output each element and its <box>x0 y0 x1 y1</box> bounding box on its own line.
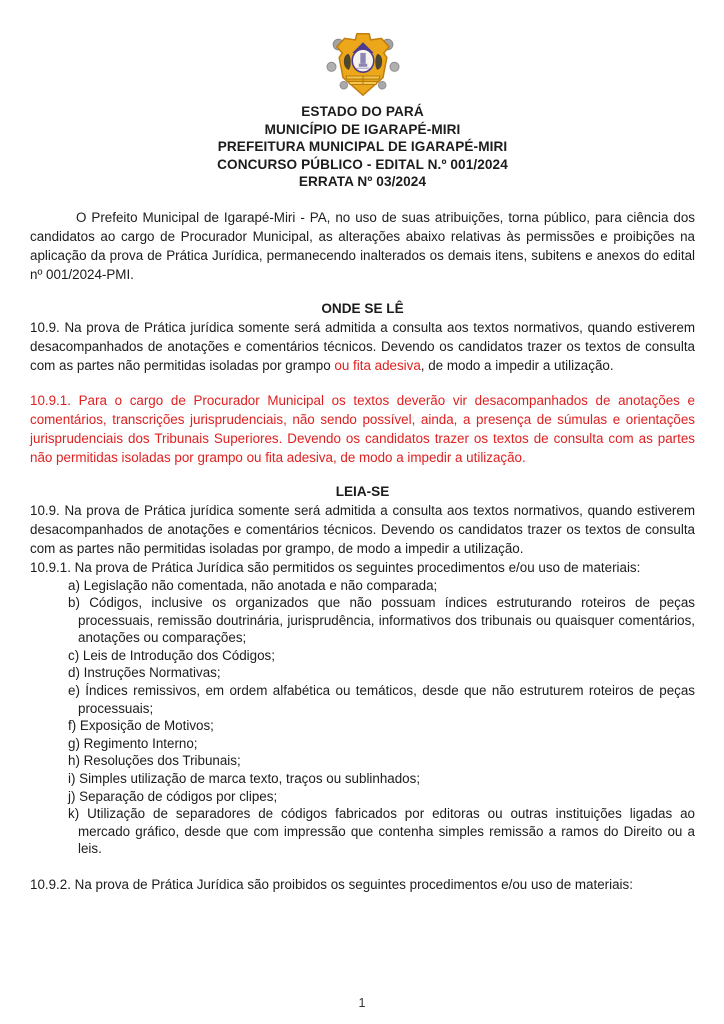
permitted-materials-list <box>30 577 695 859</box>
page-number: 1 <box>358 996 366 1010</box>
leia-se-heading: LEIA-SE <box>335 483 390 499</box>
item-10-9-text-black-2: , de modo a impedir a utilização. <box>420 357 614 373</box>
leia-se-item-10-9: 10.9. Na prova de Prática jurídica somente será admitida a consulta aos textos normativos, quando estiverem desacompanhados de anotações e comentários técnicos. Devendo os candidatos trazer os textos de consulta com as partes não permitidas isoladas por grampo, de modo a impedir a utilização. <box>30 502 695 556</box>
coat-of-arms-icon <box>323 33 403 96</box>
document-header <box>30 103 695 191</box>
list-item-i: i) Simples utilização de marca texto, traços ou sublinhados; <box>68 771 421 787</box>
list-item-b: b) Códigos, inclusive os organizados que não possuam índices estruturando roteiros de peças processuais, remissão doutrinária, jurisprudência, informativos dos tribunais ou quaisquer comentários, anotações ou comparações; <box>68 595 695 646</box>
onde-se-le-item-10-9-1: 10.9.1. Para o cargo de Procurador Municipal os textos deverão vir desacompanhados de anotações e comentários, transcrições jurisprudenciais, não sendo possível, ainda, a presença de súmulas e orientações jurisprudenciais dos Tribunais Superiores. Devendo os candidatos trazer os textos de consulta com as partes não permitidas isoladas por grampo ou fita adesiva, de modo a impedir a utilização. <box>30 392 695 465</box>
item-10-9-text-black-1: 10.9. Na prova de Prática jurídica somente será admitida a consulta aos textos normativos, quando estiverem desacompanhados de anotações e comentários técnicos. Devendo os candidatos trazer os textos de consulta com as partes não permitidas isoladas por grampo <box>30 319 695 373</box>
header-state-line: ESTADO DO PARÁ <box>301 104 424 119</box>
item-10-9-text-red: ou fita adesiva <box>334 357 421 373</box>
leia-se-item-10-9-1: 10.9.1. Na prova de Prática Jurídica são permitidos os seguintes procedimentos e/ou uso de materiais: <box>30 559 641 575</box>
list-item-d: d) Instruções Normativas; <box>68 665 221 681</box>
header-municipality-line: MUNICÍPIO DE IGARAPÉ-MIRI <box>264 121 461 137</box>
header-errata-line: ERRATA Nº 03/2024 <box>298 174 427 189</box>
list-item-a: a) Legislação não comentada, não anotada e não comparada; <box>68 577 438 593</box>
onde-se-le-heading: ONDE SE LÊ <box>321 300 404 316</box>
coat-of-arms-logo <box>30 33 695 96</box>
header-edital-line: CONCURSO PÚBLICO - EDITAL N.º 001/2024 <box>217 156 508 172</box>
list-item-k: k) Utilização de separadores de códigos fabricados por editoras ou outras instituições ligadas ao mercado gráfico, desde que com impressão que contenha simples remissão a ramos do Direito ou a leis. <box>68 806 695 857</box>
list-item-e: e) Índices remissivos, em ordem alfabética ou temáticos, desde que não estruturem roteiros de peças processuais; <box>68 683 695 716</box>
list-item-j: j) Separação de códigos por clipes; <box>68 788 278 804</box>
leia-se-item-10-9-2: 10.9.2. Na prova de Prática Jurídica são proibidos os seguintes procedimentos e/ou uso de materiais: <box>30 877 633 892</box>
list-item-g: g) Regimento Interno; <box>68 735 198 751</box>
intro-paragraph: O Prefeito Municipal de Igarapé-Miri - PA, no uso de suas atribuições, torna público, para ciência dos candidatos ao cargo de Procurador Municipal, as alterações abaixo relativas às permissões e proibições na aplicação da prova de Prática Jurídica, permanecendo inalterados os demais itens, subitens e anexos do edital nº 001/2024-PMI. <box>30 209 695 282</box>
header-prefecture-line: PREFEITURA MUNICIPAL DE IGARAPÉ-MIRI <box>217 139 508 154</box>
list-item-h: h) Resoluções dos Tribunais; <box>68 753 241 769</box>
list-item-c: c) Leis de Introdução dos Códigos; <box>68 647 275 663</box>
list-item-f: f) Exposição de Motivos; <box>68 718 214 734</box>
onde-se-le-item-10-9 <box>30 318 695 375</box>
